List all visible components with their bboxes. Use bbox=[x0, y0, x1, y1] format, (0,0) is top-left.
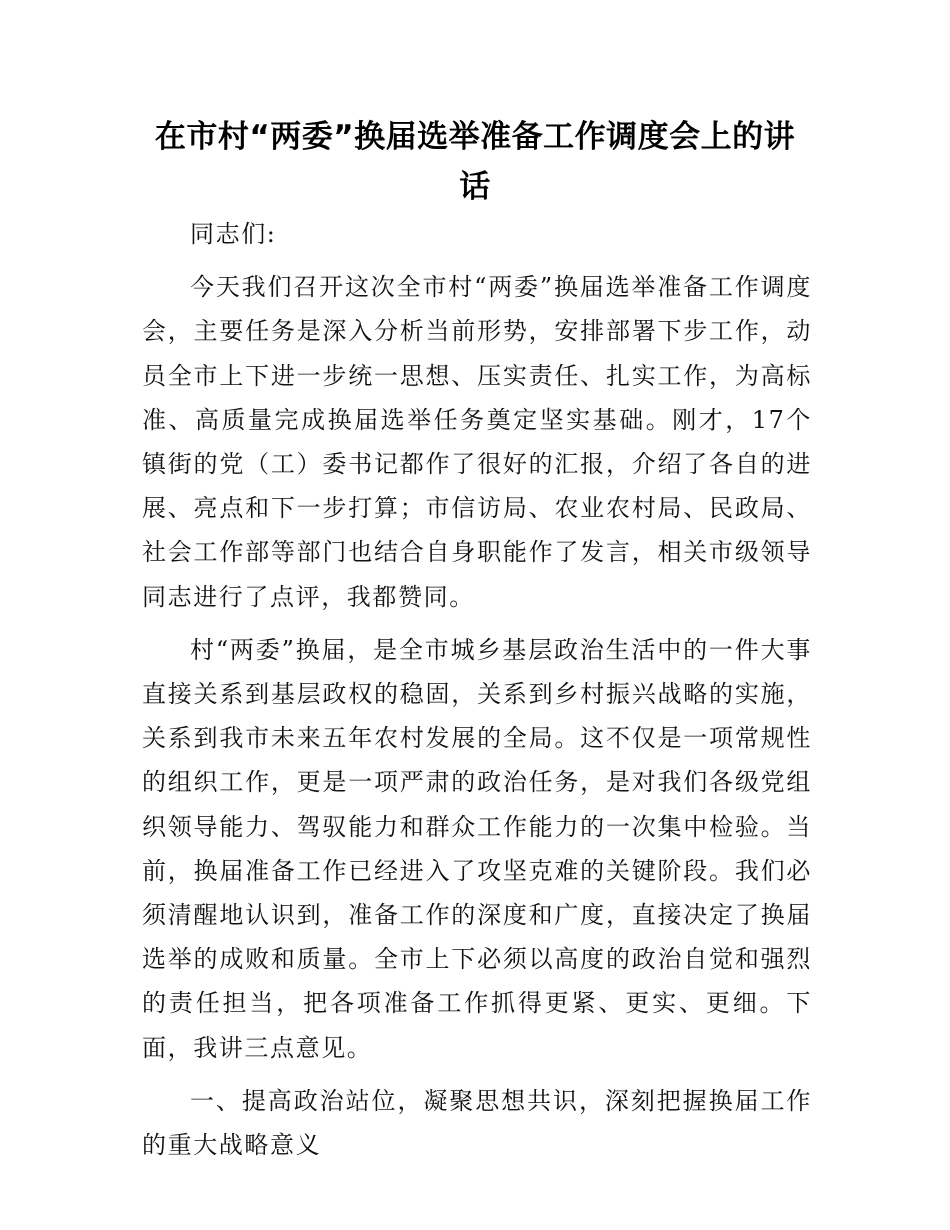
document-body bbox=[142, 212, 812, 1167]
document-title: 在市村“两委”换届选举准备工作调度会上的讲话 bbox=[154, 119, 796, 205]
paragraph-significance: 村“两委”换届，是全市城乡基层政治生活中的一件大事直接关系到基层政权的稳固，关系到乡村振兴战略的实施，关系到我市未来五年农村发展的全局。这不仅是一项常规性的组织工作，更是一项严肃的政治任务，是对我们各级党组织领导能力、驾驭能力和群众工作能力的一次集中检验。当前，换届准备工作已经进入了攻坚克难的关键阶段。我们必须清醒地认识到，准备工作的深度和广度，直接决定了换届选举的成败和质量。全市上下必须以高度的政治自觉和强烈的责任担当，把各项准备工作抓得更紧、更实、更细。下面，我讲三点意见。 bbox=[142, 635, 812, 1062]
salutation: 同志们: bbox=[190, 220, 277, 248]
section-heading-one: 一、提高政治站位，凝聚思想共识，深刻把握换届工作的重大战略意义 bbox=[142, 1086, 812, 1160]
paragraph-intro: 今天我们召开这次全市村“两委”换届选举准备工作调度会，主要任务是深入分析当前形势，安排部署下步工作，动员全市上下进一步统一思想、压实责任、扎实工作，为高标准、高质量完成换届选举任务奠定坚实基础。刚才，17个镇街的党（工）委书记都作了很好的汇报，介绍了各自的进展、亮点和下一步打算；市信访局、农业农村局、民政局、社会工作部等部门也结合自身职能作了发言，相关市级领导同志进行了点评，我都赞同。 bbox=[142, 273, 812, 611]
